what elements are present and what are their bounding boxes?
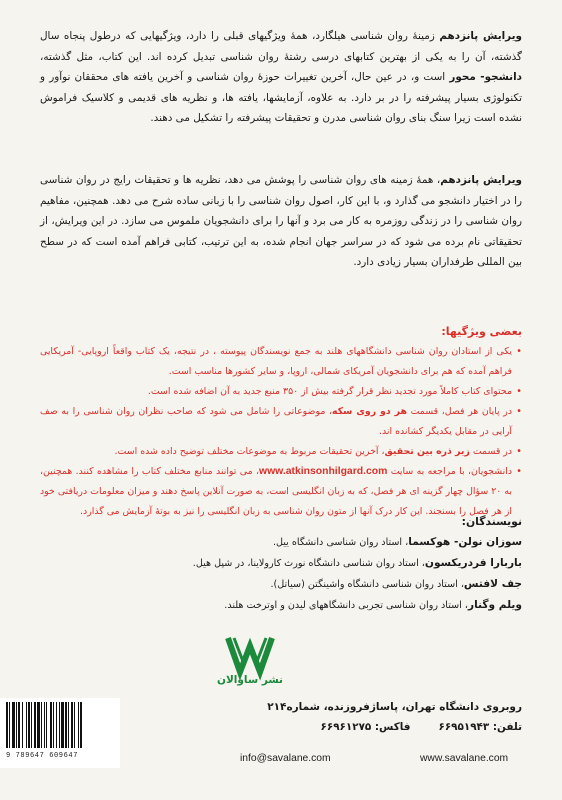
barcode-bar xyxy=(16,702,17,748)
barcode-bar xyxy=(46,702,47,748)
barcode-bar xyxy=(31,702,32,748)
author-line: سوزان نولن- هوکسما، استاد روان شناسی دانشگاه ییل. xyxy=(272,536,522,548)
companion-site-link[interactable]: www.atkinsonhilgard.com xyxy=(258,466,388,477)
author-name: ویلم وگنار xyxy=(467,599,522,611)
author-name: باربارا فردریکسون xyxy=(424,557,522,569)
email-link[interactable]: info@savalane.com xyxy=(240,753,331,764)
barcode-bar xyxy=(61,702,64,748)
barcode-bar xyxy=(78,702,79,748)
edition-lead: ویرایش پانزدهم xyxy=(440,174,522,186)
barcode-bar xyxy=(68,702,69,748)
barcode-bar xyxy=(18,702,20,748)
author-name: سوزان نولن- هوکسما xyxy=(408,536,522,548)
barcode-bar xyxy=(12,702,15,748)
author-line: جف لافتس، استاد روان شناسی دانشگاه واشینگتن (سیاتل). xyxy=(270,578,522,590)
barcode-bar xyxy=(22,702,23,748)
feature-item: • محتوای کتاب کاملاً مورد تجدید نظر قرار گرفته بیش از ۳۵۰ منبع جدید به آن اضافه شده است. xyxy=(40,382,522,402)
edition-lead: ویرایش پانزدهم xyxy=(439,30,522,42)
barcode-bar xyxy=(28,702,30,748)
barcode-bar xyxy=(53,702,54,748)
author-line: ویلم وگنار، استاد روان شناسی تجربی دانشگاههای لیدن و اوترخت هلند. xyxy=(224,599,522,611)
barcode-bar xyxy=(74,702,75,748)
feature-item: • در پایان هر فصل، قسمت هر دو روی سکه، موضوعاتی را شامل می شود که صاحب نظران روان شناسی را به صف آرایی در مقابل یکدیگر کشانده اند. xyxy=(40,402,522,442)
barcode-bar xyxy=(65,702,67,748)
barcode-bar xyxy=(26,702,27,748)
intro-bold: دانشجو- محور xyxy=(449,71,522,83)
features-section xyxy=(40,322,522,522)
intro-paragraph-2 xyxy=(40,170,522,273)
intro-text: ، همهٔ زمینه های روان شناسی را پوشش می دهد، نظریه ها و تحقیقات رایج در روان شناسی را در اختیار دانشجو می گذارد و، با این کار، اصول روان شناسی را با زبانی ساده شرح می دهد. همچنین، مفاهیم روان شناسی را در زندگی روزمره به کار می برد و آنها را برای دانشجویان ملموس می سازد. در این ویرایش، از تحقیقاتی نام برده می شود که در سراسر جهان انجام شده، به این ترتیب، کتابی فراهم آمده است که در سطح بین المللی طرفداران بسیار زیادی دارد. xyxy=(40,174,522,268)
barcode-icon xyxy=(0,698,120,752)
publisher-name: نشر ساوالان xyxy=(217,674,283,686)
barcode-bar xyxy=(37,702,40,748)
barcode-bar xyxy=(6,702,8,748)
barcode-bar xyxy=(9,702,10,748)
website-link[interactable]: www.savalane.com xyxy=(420,753,509,764)
barcode-bar xyxy=(44,702,45,748)
barcode-bar xyxy=(59,702,60,748)
author-name: جف لافتس xyxy=(463,578,522,590)
features-list xyxy=(40,342,522,522)
intro-paragraph-1 xyxy=(40,26,522,129)
authors-section xyxy=(40,512,522,616)
features-heading: بعضی ویژگیها: xyxy=(441,325,522,338)
phone-number: تلفن: ۶۶۹۵۱۹۴۳ xyxy=(438,721,522,733)
intro-text: است و، در عین حال، آخرین تغییرات حوزهٔ روان شناسی و آخرین یافته های محققان نوآور و تکنولوژی بسیار پیشرفته را در بر دارد. به علاوه، آزمایشها، یافته ها، و نظریه های قدیمی و کلاسیک فراموش نشده است زیرا سنگ بنای روان شناسی مدرن و تحقیقات پیشرفته را تشکیل می دهند. xyxy=(40,71,522,124)
feature-item: • در قسمت زیر ذره بین تحقیق، آخرین تحقیقات مربوط به موضوعات مختلف توضیح داده شده است. xyxy=(40,442,522,462)
feature-item: • دانشجویان، با مراجعه به سایت www.atkinsonhilgard.com، می توانند منابع مختلف کتاب را مشاهده کنند. همچنین، به ۲۰ سؤال چهار گزینه ای هر فصل، که به زبان انگلیسی است، به صورت آنلاین پاسخ دهند و میزان معلومات دریافتی خود از هر فصل را بسنجند. این کار درک آنها از متون روان شناسی به زبان انگلیسی را نیز به بوتهٔ آزمایش می گذارد. xyxy=(40,462,522,522)
feature-item: • یکی از استادان روان شناسی دانشگاههای هلند به جمع نویسندگان پیوسته ، در نتیجه، یک کتاب واقعاً اروپایی- آمریکایی فراهم آمده که هم برای دانشجویان آمریکای شمالی، اروپا، و سایر کشورها مناسب است. xyxy=(40,342,522,382)
publisher-address: روبروی دانشگاه تهران، پاساژفروزنده، شماره۲۱۴ xyxy=(267,701,522,713)
barcode-bar xyxy=(80,702,82,748)
barcode-bar xyxy=(41,702,42,748)
barcode-bar xyxy=(71,702,73,748)
barcode-bar xyxy=(56,702,57,748)
publisher-contacts xyxy=(321,718,522,736)
authors-heading: نویسندگان: xyxy=(461,515,522,528)
barcode-bar xyxy=(34,702,36,748)
author-line: باربارا فردریکسون، استاد روان شناسی دانشگاه نورث کارولاینا، در شپل هیل. xyxy=(192,557,522,569)
barcode-bar xyxy=(50,702,52,748)
intro-text: زمینهٔ روان شناسی هیلگارد، همهٔ ویژگیهای قبلی را دارد، ویژگیهایی که درطول پنجاه سال گذشته، آن را به یکی از بهترین کتابهای درسی رشتهٔ روان شناسی تبدیل کرده اند. این کتاب، مثل گذشته، xyxy=(40,30,522,63)
fax-number: فاکس: ۶۶۹۶۱۲۷۵ xyxy=(320,721,411,733)
isbn-number: 9 789647 609647 xyxy=(6,752,79,760)
